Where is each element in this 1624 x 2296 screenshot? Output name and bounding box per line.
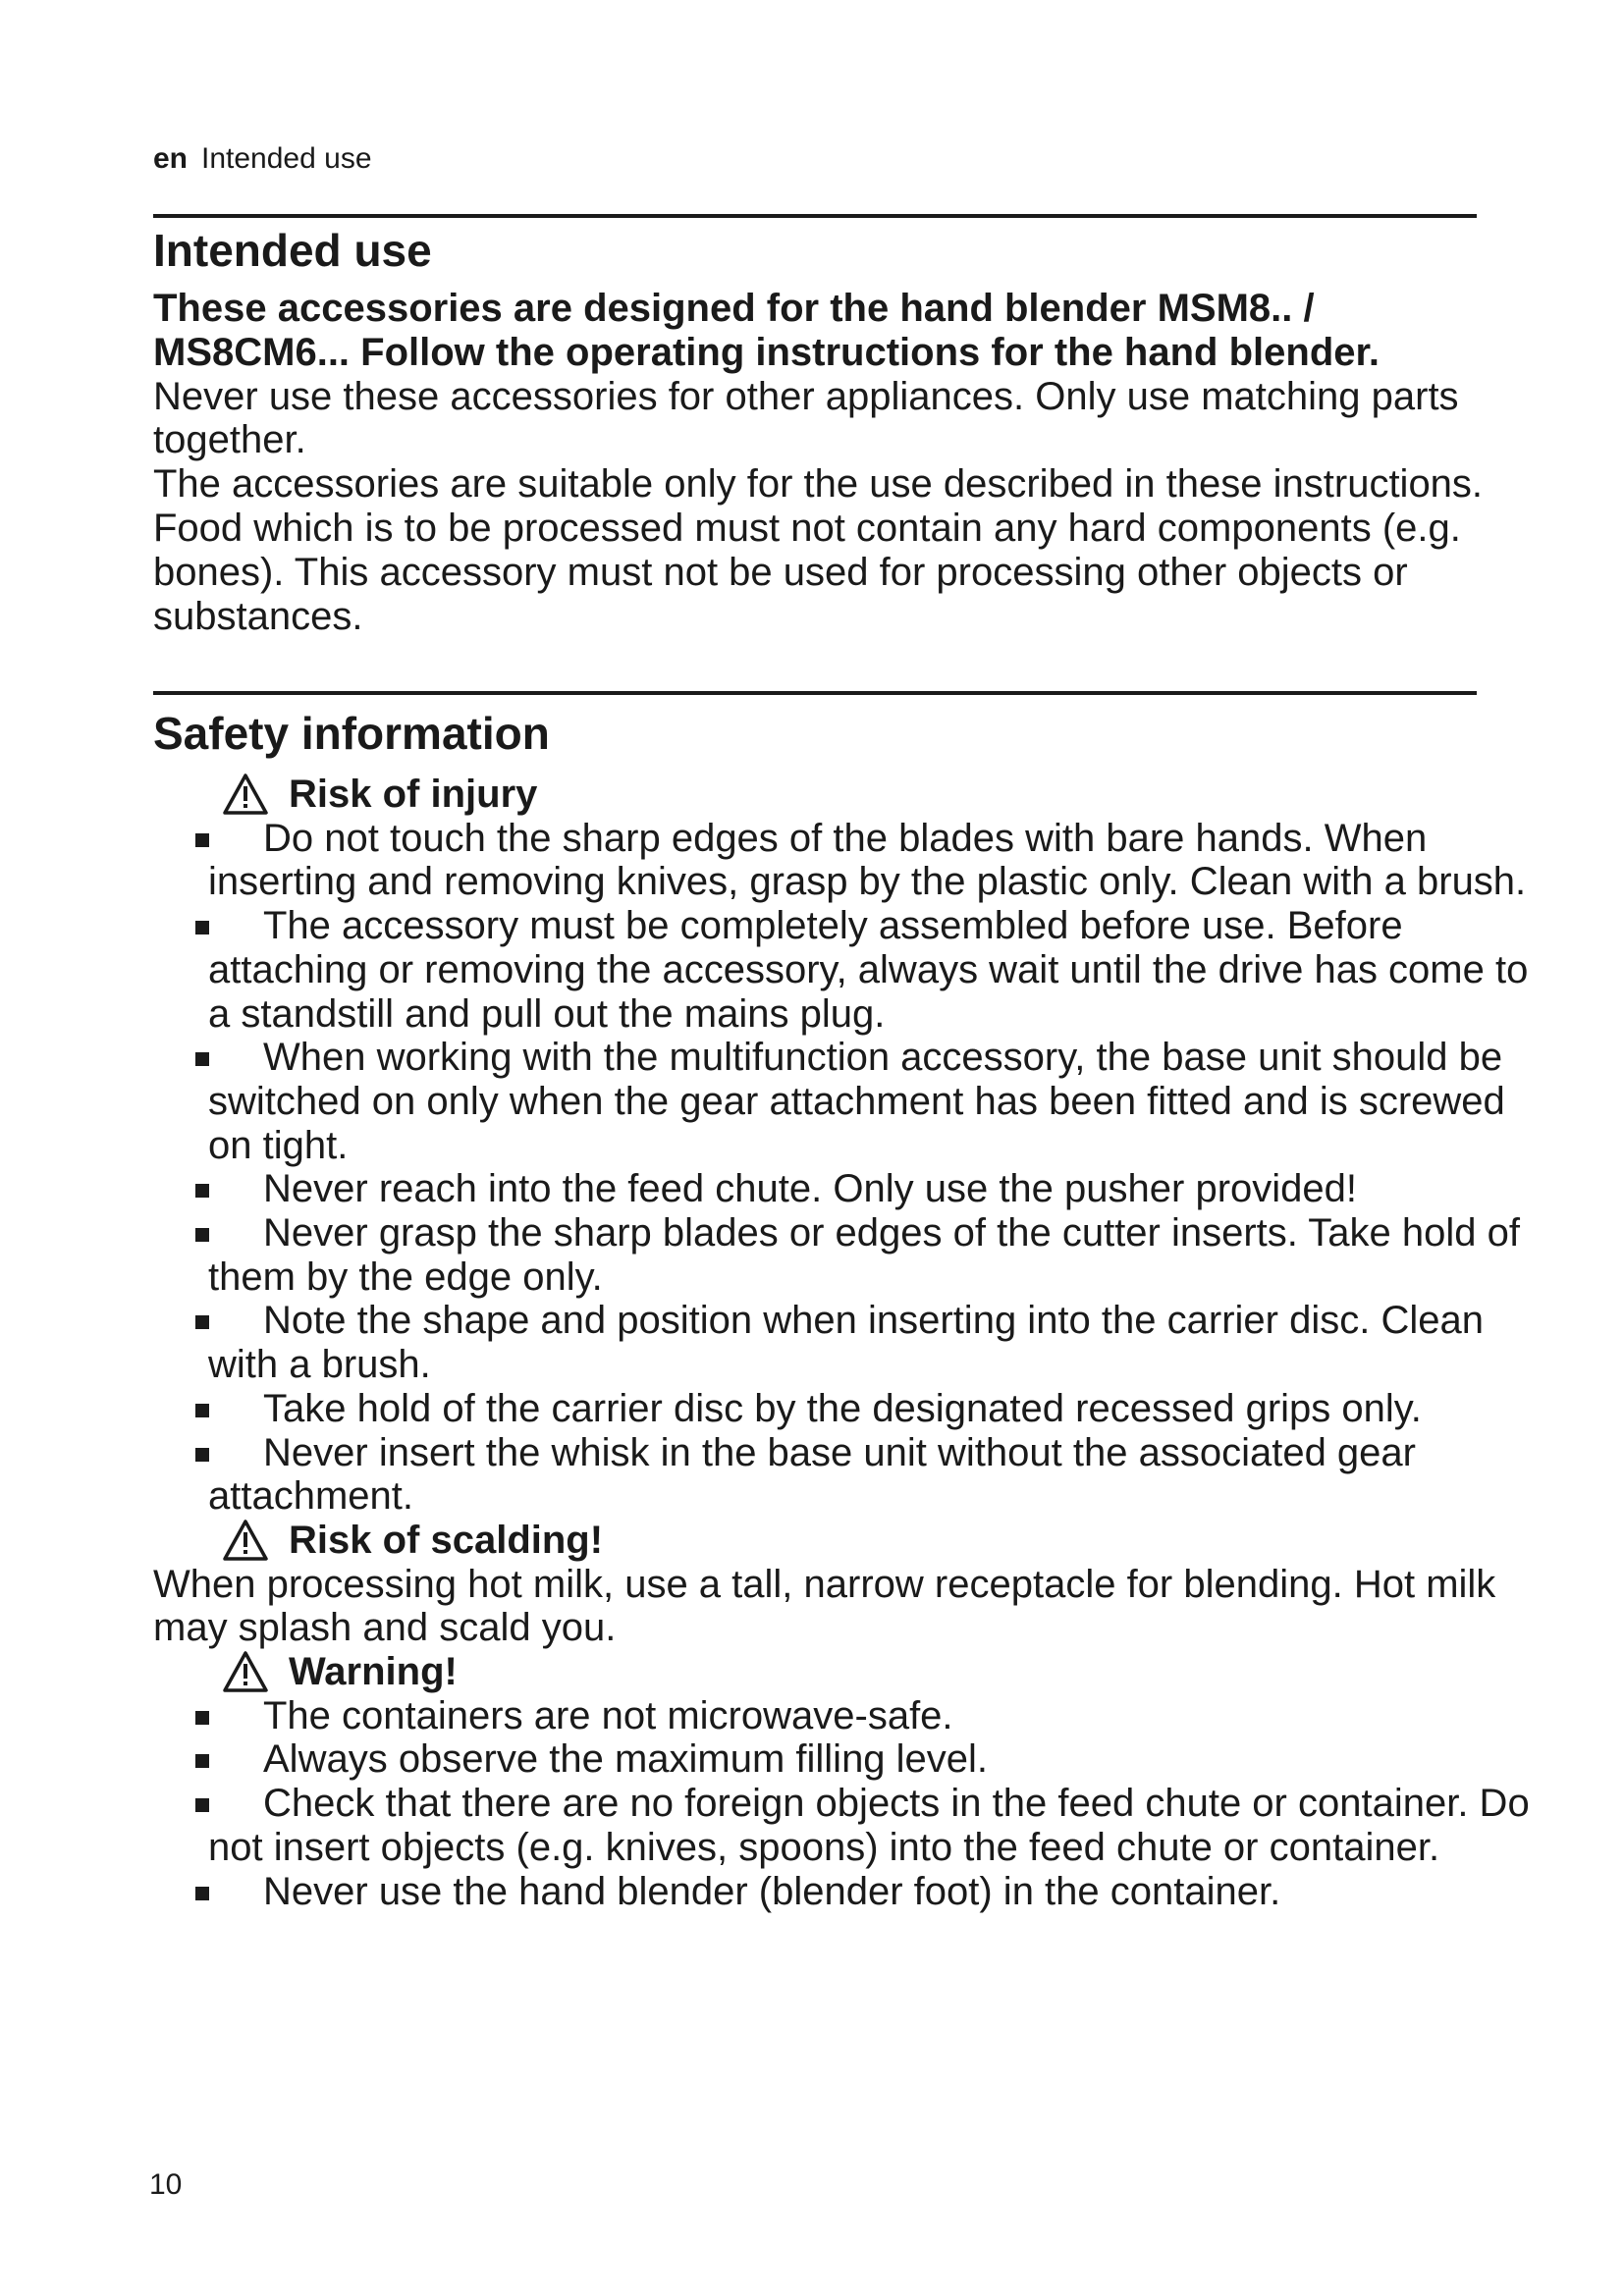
running-header-title: Intended use [201, 142, 372, 175]
bullet-square [195, 1754, 209, 1768]
list-item-text: Never use the hand blender (blender foot) in the container. [263, 1869, 1281, 1913]
list-item [153, 1870, 1547, 1914]
warning-heading [153, 1650, 1547, 1694]
list-item-text: When working with the multifunction accessory, the base unit should be switched on only when the gear attachment has been fitted and is screwed on tight. [208, 1036, 1505, 1167]
list-item [153, 904, 1547, 1036]
page-number: 10 [149, 2168, 183, 2201]
intended-use-paragraph-2: The accessories are suitable only for the use described in these instructions. Food which is to be processed must not contain any hard components (e.g. bones). This accessory must not be used for processing other objects or substances. [153, 462, 1484, 638]
running-header [153, 141, 372, 177]
bullet-square [195, 1184, 209, 1198]
warning-triangle-icon [222, 773, 269, 816]
warning-list [153, 1694, 1547, 1914]
intended-use-body [153, 287, 1489, 638]
bullet-square [195, 1404, 209, 1417]
risk-of-injury-heading [153, 773, 1547, 817]
list-item [153, 1167, 1547, 1211]
list-item [153, 1694, 1547, 1738]
warning-triangle-icon [222, 1650, 269, 1693]
list-item [153, 1036, 1547, 1167]
bullet-square [195, 1887, 209, 1900]
warning-triangle-icon [222, 1519, 269, 1562]
section-divider [153, 691, 1477, 695]
list-item [153, 1431, 1547, 1519]
bullet-square [195, 1315, 209, 1329]
list-item-text: Always observe the maximum filling level. [263, 1737, 989, 1782]
risk-of-injury-list [153, 817, 1547, 1519]
intended-use-paragraph-1: Never use these accessories for other appliances. Only use matching parts together. [153, 374, 1459, 462]
list-item [153, 1387, 1547, 1431]
list-item [153, 1782, 1547, 1869]
list-item-text: Never grasp the sharp blades or edges of the cutter inserts. Take hold of them by the edge only. [208, 1211, 1520, 1299]
warning-title: Warning! [289, 1650, 458, 1694]
list-item-text: The accessory must be completely assembled before use. Before attaching or removing the accessory, always wait until the drive has come to a standstill and pull out the mains plug. [208, 904, 1529, 1036]
list-item-text: Never reach into the feed chute. Only use the pusher provided! [263, 1167, 1358, 1211]
risk-of-scalding-title: Risk of scalding! [289, 1518, 604, 1562]
bullet-square [195, 1711, 209, 1725]
safety-information-heading: Safety information [153, 708, 550, 759]
list-item-text: Check that there are no foreign objects in the feed chute or container. Do not insert objects (e.g. knives, spoons) into the feed chute or container. [208, 1782, 1530, 1869]
list-item [153, 1299, 1547, 1386]
bullet-square [195, 1052, 209, 1066]
list-item-text: Do not touch the sharp edges of the blades with bare hands. When inserting and removing knives, grasp by the plastic only. Clean with a brush. [208, 816, 1527, 904]
bullet-square [195, 1798, 209, 1812]
bullet-square [195, 1448, 209, 1462]
intended-use-heading: Intended use [153, 225, 432, 276]
safety-information-body [153, 773, 1547, 1913]
list-item-text: Note the shape and position when inserting into the carrier disc. Clean with a brush. [208, 1299, 1484, 1387]
bullet-square [195, 1228, 209, 1242]
language-code: en [153, 142, 189, 175]
section-divider [153, 214, 1477, 218]
risk-of-scalding-heading [153, 1519, 1547, 1563]
risk-of-injury-title: Risk of injury [289, 773, 538, 816]
intended-use-bold-text: These accessories are designed for the hand blender MSM8.. / MS8CM6... Follow the operating instructions for the hand blender. [153, 287, 1380, 374]
list-item-text: Never insert the whisk in the base unit without the associated gear attachment. [208, 1430, 1416, 1519]
list-item-text: Take hold of the carrier disc by the designated recessed grips only. [263, 1386, 1422, 1430]
risk-of-scalding-text: When processing hot milk, use a tall, narrow receptacle for blending. Hot milk may splash and scald you. [153, 1562, 1496, 1650]
list-item-text: The containers are not microwave-safe. [263, 1693, 953, 1737]
bullet-square [195, 833, 209, 847]
list-item [153, 1737, 1547, 1782]
list-item [153, 1211, 1547, 1299]
bullet-square [195, 921, 209, 934]
list-item [153, 817, 1547, 904]
